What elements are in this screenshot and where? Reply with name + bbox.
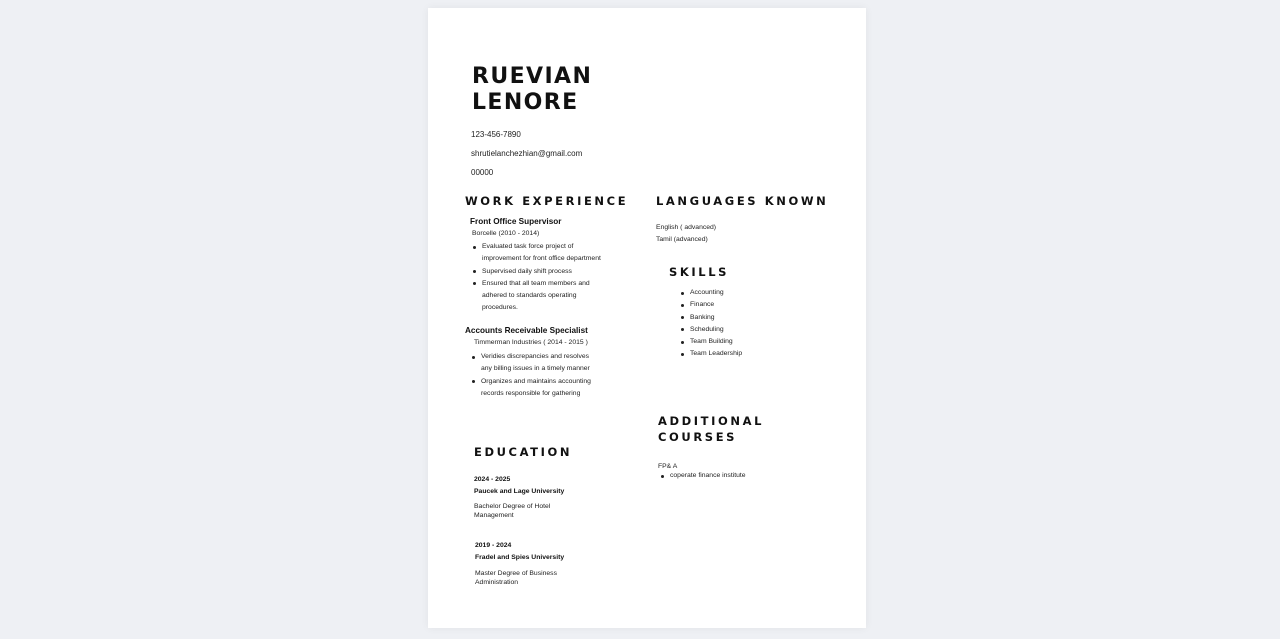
name-first: RUEVIAN — [472, 64, 593, 89]
job-duty: Organizes and maintains accounting — [481, 376, 671, 388]
contact-email: shrutielanchezhian@gmail.com — [471, 149, 583, 158]
additional-courses-heading-line1: ADDITIONAL — [658, 414, 765, 428]
additional-courses-heading — [658, 414, 764, 445]
skills-list — [680, 287, 810, 361]
name-last: LENORE — [472, 90, 579, 115]
job-duty: Veridies discrepancies and resolves — [481, 351, 671, 363]
additional-courses-heading-line2: COURSES — [658, 429, 738, 444]
skill-item: Team Leadership — [690, 348, 810, 360]
skill-item: Scheduling — [690, 324, 810, 336]
resume-name — [472, 64, 592, 116]
skill-item: Banking — [690, 312, 810, 324]
contact-phone: 123-456-7890 — [471, 130, 521, 139]
course-details-list — [660, 470, 820, 482]
education-heading: EDUCATION — [474, 445, 573, 459]
job-duties-list — [472, 241, 672, 315]
job-duty-continuation: improvement for front office department — [482, 255, 601, 263]
skill-item: Team Building — [690, 336, 810, 348]
job-duties-list — [471, 351, 671, 400]
skill-item: Finance — [690, 299, 810, 311]
job-company: Timmerman Industries ( 2014 - 2015 ) — [474, 339, 588, 346]
work-experience-heading: WORK EXPERIENCE — [465, 194, 629, 208]
skill-item: Accounting — [690, 287, 810, 299]
language-item: English ( advanced) — [656, 224, 717, 231]
job-company: Borcelle (2010 - 2014) — [472, 230, 540, 237]
job-duty-continuation: records responsible for gathering — [481, 389, 581, 397]
education-degree: Bachelor Degree of Hotel Management — [474, 503, 551, 519]
job-title: Accounts Receivable Specialist — [465, 326, 588, 335]
job-duty-continuation: adhered to standards operating — [482, 292, 577, 300]
job-duty: Supervised daily shift process — [482, 266, 672, 278]
job-duty-continuation: procedures. — [482, 304, 518, 312]
job-duty: Evaluated task force project of — [482, 241, 672, 253]
language-item: Tamil (advanced) — [656, 236, 708, 243]
contact-address: 00000 — [471, 168, 494, 177]
education-years: 2024 - 2025 — [474, 476, 511, 483]
languages-heading: LANGUAGES KNOWN — [656, 194, 829, 208]
job-duty: Ensured that all team members and — [482, 278, 672, 290]
education-years: 2019 - 2024 — [475, 542, 512, 549]
job-title: Front Office Supervisor — [470, 217, 562, 226]
job-duty-continuation: any billing issues in a timely manner — [481, 365, 590, 373]
course-institute: coperate finance institute — [670, 470, 820, 482]
resume-page — [428, 8, 866, 628]
course-name: FP& A — [658, 463, 678, 470]
education-school: Paucek and Lage University — [474, 488, 565, 495]
education-school: Fradel and Spies University — [475, 554, 565, 561]
education-degree: Master Degree of Business Administration — [475, 570, 557, 586]
skills-heading: SKILLS — [669, 265, 730, 279]
